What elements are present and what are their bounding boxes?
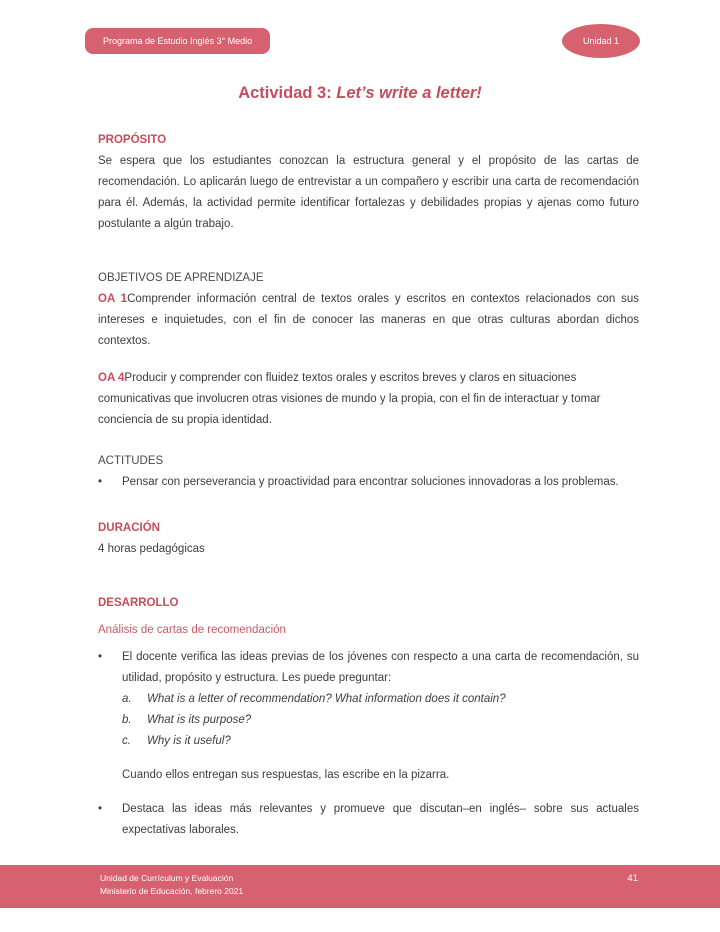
objetivos-heading: OBJETIVOS DE APRENDIZAJE: [98, 272, 264, 284]
oa-1-label: OA 1: [98, 293, 128, 305]
oa-4-label: OA 4: [98, 372, 125, 384]
proposito-heading: PROPÓSITO: [98, 134, 167, 146]
question-letter: a.: [122, 693, 132, 705]
question-item-b: [122, 710, 639, 731]
footer-line-1: Unidad de Currículum y Evaluación: [100, 873, 234, 883]
oa-1-text: Comprender información central de textos orales y escritos en contextos relacionados con sus intereses e inquietudes, con el fin de conocer las maneras en que otras culturas abordan dichos contextos.: [98, 293, 639, 347]
actitudes-bullet-text: Pensar con perseverancia y proactividad para encontrar soluciones innovadoras a los problemas.: [122, 476, 619, 488]
question-text: What is a letter of recommendation? What information does it contain?: [147, 693, 506, 705]
page-header: [0, 24, 720, 58]
question-text: What is its purpose?: [147, 714, 252, 726]
bullet-icon: •: [98, 651, 103, 663]
page-title: [0, 84, 720, 103]
question-letter: c.: [122, 735, 131, 747]
desarrollo-bullet-2: [98, 799, 639, 841]
page-footer: [0, 865, 720, 908]
desarrollo-heading: DESARROLLO: [98, 597, 179, 609]
desarrollo-subheading: Análisis de cartas de recomendación: [98, 624, 286, 636]
footer-credits: [100, 872, 243, 898]
footer-line-2: Ministerio de Educación, febrero 2021: [100, 886, 244, 896]
page-title-name: Let’s write a letter!: [336, 84, 482, 102]
unit-badge: Unidad 1: [562, 24, 640, 58]
page-title-prefix: Actividad 3:: [238, 84, 337, 102]
bullet-icon: •: [98, 476, 103, 488]
actitudes-bullet: [98, 472, 639, 493]
program-badge: Programa de Estudio Inglés 3° Medio: [85, 28, 270, 54]
desarrollo-bullet-1-text: El docente verifica las ideas previas de los jóvenes con respecto a una carta de recomendación, su utilidad, propósito y estructura. Les puede preguntar:: [122, 651, 639, 684]
question-list: [122, 689, 639, 752]
question-item-a: [122, 689, 639, 710]
actitudes-heading: ACTITUDES: [98, 455, 164, 467]
question-item-c: [122, 731, 639, 752]
bullet-icon: •: [98, 803, 103, 815]
oa-4-text: Producir y comprender con fluidez textos orales y escritos breves y claros en situaciones comunicativas que involucren otras visiones de mundo y la propia, con el fin de interactuar y tomar conciencia de su propia identidad.: [98, 372, 601, 426]
desarrollo-bullet-2-text: Destaca las ideas más relevantes y promueve que discutan–en inglés– sobre sus actuales expectativas laborales.: [122, 803, 639, 836]
desarrollo-bullet-1: [98, 647, 639, 689]
duracion-heading: DURACIÓN: [98, 522, 160, 534]
oa-4-paragraph: [98, 368, 639, 431]
oa-1-paragraph: [98, 289, 639, 352]
proposito-paragraph: Se espera que los estudiantes conozcan la estructura general y el propósito de las cartas de recomendación. Lo aplicarán luego de entrevistar a un compañero y escribir una carta de recomendación para él. Además, la actividad permite identificar fortalezas y debilidades propias y ajenas como futuro postulante a algún trabajo.: [98, 155, 639, 230]
after-questions-text: Cuando ellos entregan sus respuestas, las escribe en la pizarra.: [122, 769, 450, 781]
page-number: 41: [627, 873, 638, 884]
question-letter: b.: [122, 714, 132, 726]
question-text: Why is it useful?: [147, 735, 231, 747]
content-column: [98, 124, 639, 841]
duracion-value: 4 horas pedagógicas: [98, 543, 205, 555]
